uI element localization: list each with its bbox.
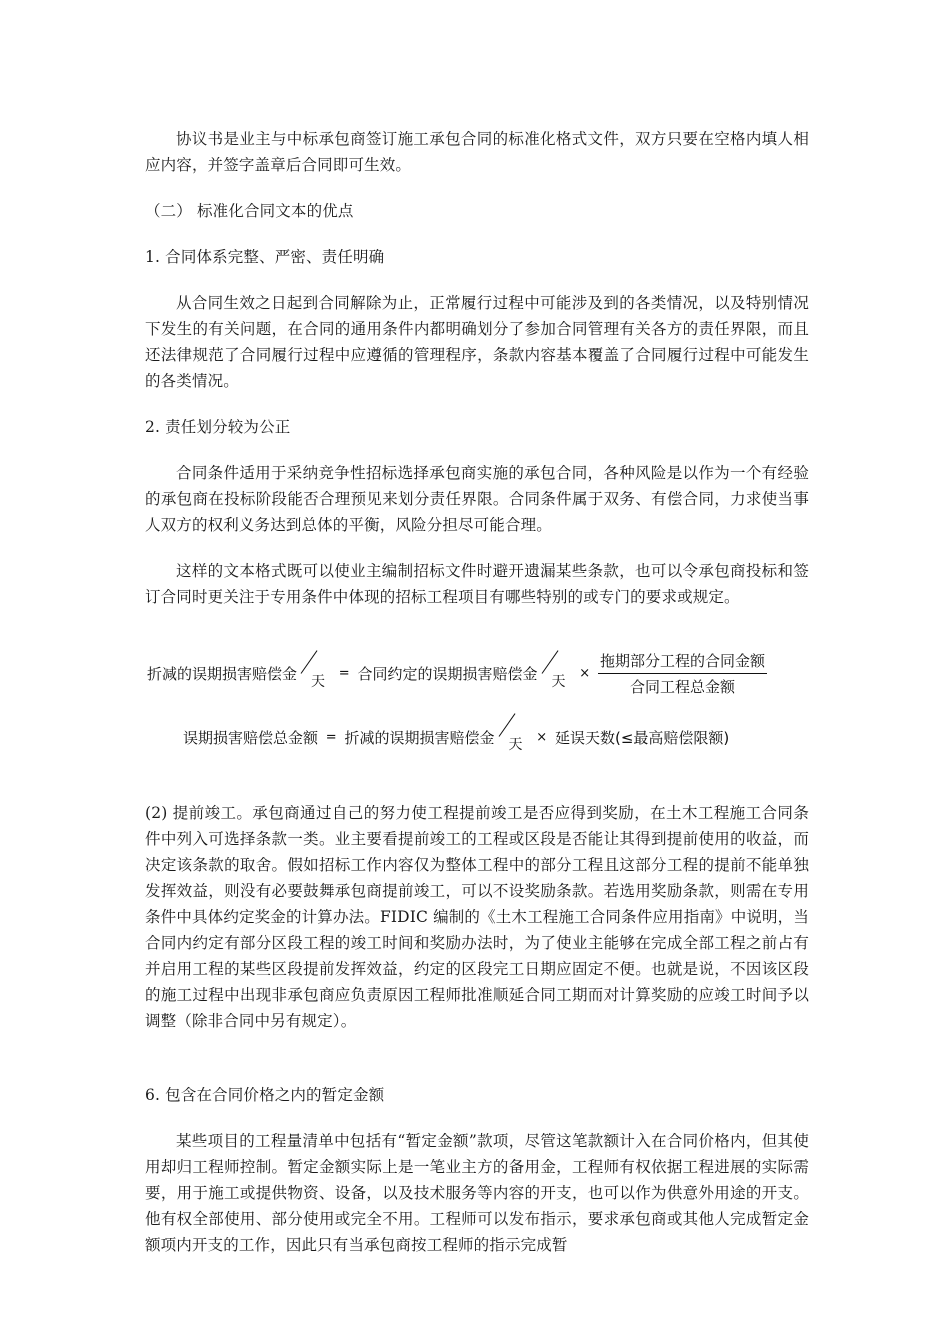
paragraph-contract-scope: 从合同生效之日起到合同解除为止，正常履行过程中可能涉及到的各类情况，以及特别情况下发生的有关问题，在合同的通用条件内都明确划分了参加合同管理有关各方的责任界限，而且还法律规范了合同履行过程中应遵循的管理程序，条款内容基本覆盖了合同履行过程中可能发生的各类情况。 [145,294,809,390]
formula2-unit-day: 天 [508,737,523,753]
heading-standard-contract-advantages: （二） 标准化合同文本的优点 [145,202,354,220]
formula1-unit-day: 天 [311,673,326,690]
formula2-times: × [536,729,548,745]
formula2-lhs: 误期损害赔偿总金额 [183,728,319,747]
per-day-slash [538,659,572,689]
formula1-unit-day-2: 天 [551,673,566,690]
paragraph-contract-conditions: 合同条件适用于采纳竞争性招标选择承包商实施的承包合同，各种风险是以作为一个有经验的承包商在投标阶段能否合理预见来划分责任界限。合同条件属于双务、有偿合同，力求使当事人双方的权利义务达到总体的平衡，风险分担尽可能合理。 [145,464,809,534]
per-day-slash [495,722,529,752]
formula-reduced-damages [147,650,767,697]
formula-total-damages [183,722,729,752]
formula2-tail: 延误天数(≤最高赔偿限额) [554,728,730,747]
formula2-equals: = [325,729,337,745]
per-day-slash [297,659,331,689]
paragraph-agreement: 协议书是业主与中标承包商签订施工承包合同的标准化格式文件，双方只要在空格内填人相应内容，并签字盖章后合同即可生效。 [145,130,809,174]
heading-provisional-sums: 6. 包含在合同价格之内的暂定金额 [145,1086,385,1104]
paragraph-text-format: 这样的文本格式既可以使业主编制招标文件时避开遗漏某些条款，也可以令承包商投标和签订合同时更关注于专用条件中体现的招标工程项目有哪些特别的或专门的要求或规定。 [145,562,809,606]
heading-contract-system-complete: 1. 合同体系完整、严密、责任明确 [145,248,385,266]
formula2-rhs: 折减的误期损害赔偿金 [344,728,495,747]
paragraph-early-completion: (2) 提前竣工。承包商通过自己的努力使工程提前竣工是否应得到奖励，在土木工程施工合同条件中列入可选择条款一类。业主要看提前竣工的工程或区段是否能让其得到提前使用的收益，而决定该条款的取舍。假如招标工作内容仅为整体工程中的部分工程且这部分工程的提前不能单独发挥效益，则没有必要鼓舞承包商提前竣工，可以不设奖励条款。若选用奖励条款，则需在专用条件中具体约定奖金的计算办法。FIDIC 编制的《土木工程施工合同条件应用指南》中说明，当合同内约定有部分区段工程的竣工时间和奖励办法时，为了使业主能够在完成全部工程之前占有并启用工程的某些区段提前发挥效益，约定的区段完工日期应固定不便。也就是说，不因该区段的施工过程中出现非承包商应负责原因工程师批准顺延合同工期而对计算奖励的应竣工时间予以调整（除非合同中另有规定）。 [145,804,809,1030]
formula1-times: × [579,666,591,681]
heading-responsibility-division: 2. 责任划分较为公正 [145,418,291,436]
formula1-equals: = [338,666,350,681]
formula1-denominator: 合同工程总金额 [629,678,735,696]
paragraph-provisional-sums: 某些项目的工程量清单中包括有“暂定金额”款项，尽管这笔款额计入在合同价格内，但其使用却归工程师控制。暂定金额实际上是一笔业主方的备用金，工程师有权依据工程进展的实际需要，用于施工或提供物资、设备，以及技术服务等内容的开支，也可以作为供意外用途的开支。他有权全部使用、部分使用或完全不用。工程师可以发布指示，要求承包商或其他人完成暂定金额项内开支的工作，因此只有当承包商按工程师的指示完成暂 [145,1132,809,1254]
formula1-lhs: 折减的误期损害赔偿金 [147,665,298,683]
formula1-fraction [598,650,767,697]
formula1-rhs: 合同约定的误期损害赔偿金 [357,665,538,683]
formula1-numerator: 拖期部分工程的合同金额 [598,650,767,674]
